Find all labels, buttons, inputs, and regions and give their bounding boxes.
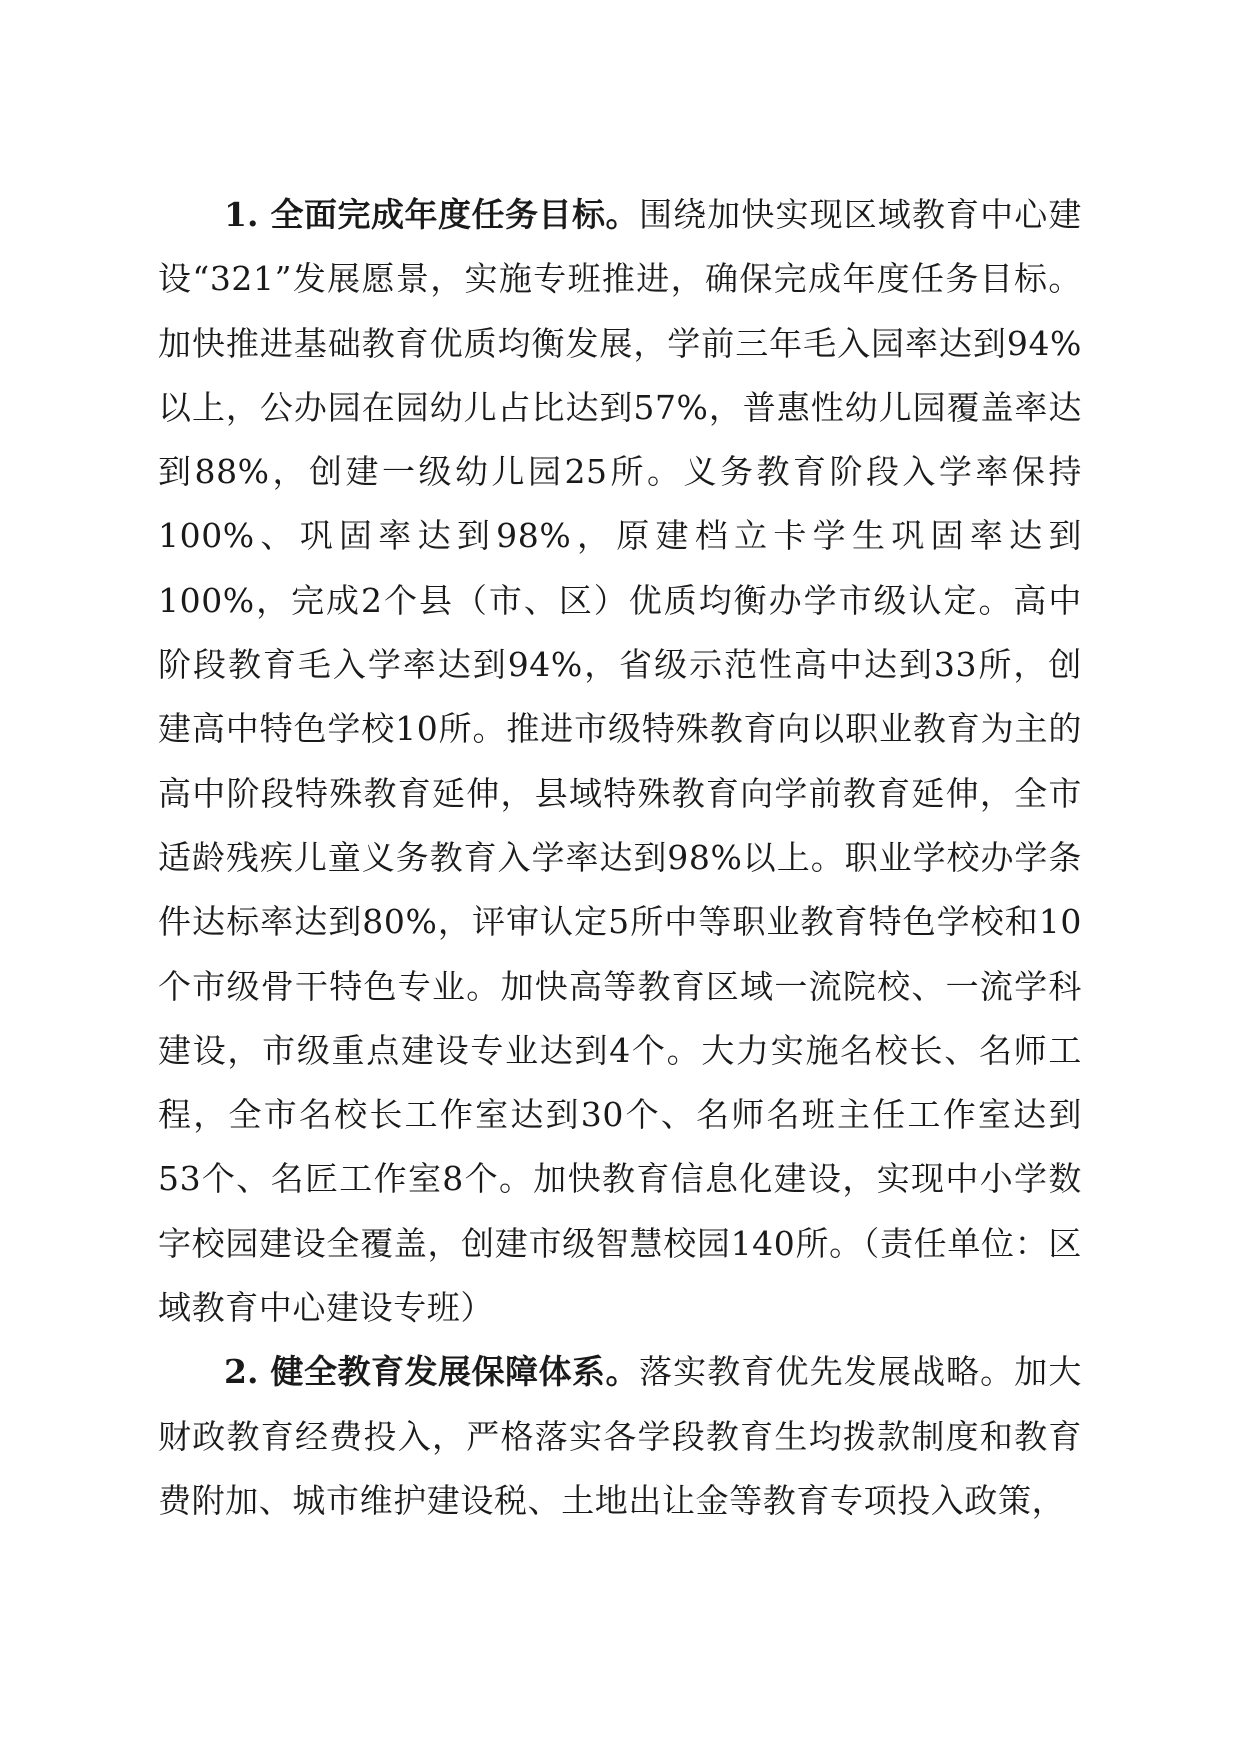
paragraph-2-heading: 2. 健全教育发展保障体系。 <box>224 1352 640 1392</box>
document-page <box>158 183 1082 1533</box>
paragraph-2 <box>158 1340 1082 1533</box>
paragraph-2-body: 落实教育优先发展战略。加大财政教育经费投入，严格落实各学段教育生均拨款制度和教育费附加、城市维护建设税、土地出让金等教育专项投入政策， <box>158 1352 1082 1520</box>
paragraph-1-body: 围绕加快实现区域教育中心建设“321”发展愿景，实施专班推进，确保完成年度任务目标。加快推进基础教育优质均衡发展，学前三年毛入园率达到94%以上，公办园在园幼儿占比达到57%，普惠性幼儿园覆盖率达到88%，创建一级幼儿园25所。义务教育阶段入学率保持100%、巩固率达到98%，原建档立卡学生巩固率达到100%，完成2个县（市、区）优质均衡办学市级认定。高中阶段教育毛入学率达到94%，省级示范性高中达到33所，创建高中特色学校10所。推进市级特殊教育向以职业教育为主的高中阶段特殊教育延伸，县域特殊教育向学前教育延伸，全市适龄残疾儿童义务教育入学率达到98%以上。职业学校办学条件达标率达到80%，评审认定5所中等职业教育特色学校和10个市级骨干特色专业。加快高等教育区域一流院校、一流学科建设，市级重点建设专业达到4个。大力实施名校长、名师工程，全市名校长工作室达到30个、名师名班主任工作室达到53个、名匠工作室8个。加快教育信息化建设，实现中小学数字校园建设全覆盖，创建市级智慧校园140所。（责任单位：区域教育中心建设专班） <box>158 195 1082 1328</box>
paragraph-1-heading: 1. 全面完成年度任务目标。 <box>224 195 640 234</box>
paragraph-1 <box>158 183 1082 1340</box>
